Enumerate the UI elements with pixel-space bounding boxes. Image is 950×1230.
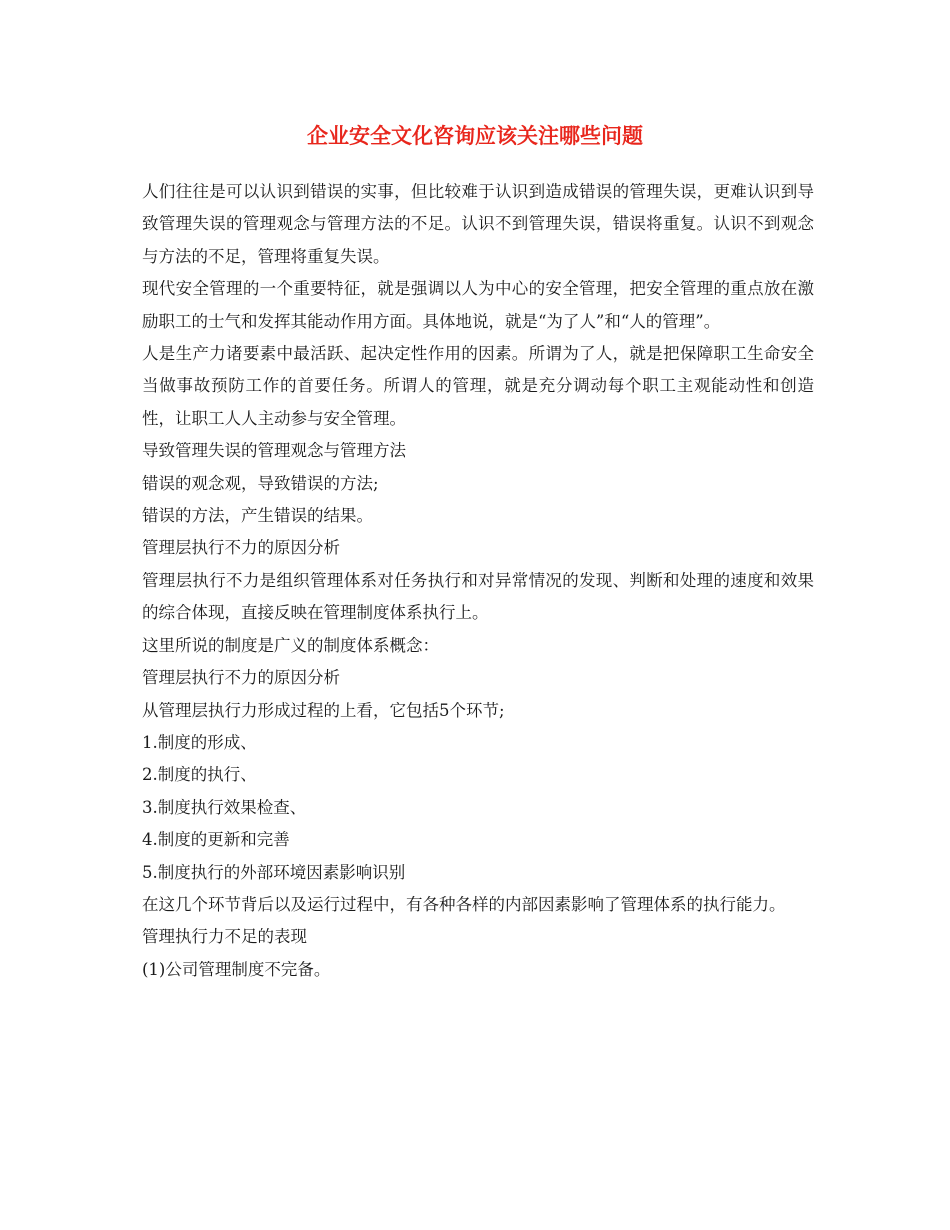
list-item: 3.制度执行效果检查、 bbox=[142, 797, 307, 817]
document-title: 企业安全文化咨询应该关注哪些问题 bbox=[307, 123, 643, 148]
paragraph: 人是生产力诸要素中最活跃、起决定性作用的因素。所谓为了人，就是把保障职工生命安全当做事故预防工作的首要任务。所谓人的管理，就是充分调动每个职工主观能动性和创造性，让职工人人主动参与安全管理。 bbox=[142, 344, 814, 428]
document-body bbox=[142, 176, 814, 986]
paragraph: 在这几个环节背后以及运行过程中，有各种各样的内部因素影响了管理体系的执行能力。 bbox=[142, 894, 786, 914]
list-item: 1.制度的形成、 bbox=[142, 732, 257, 752]
list-item: 2.制度的执行、 bbox=[142, 765, 257, 785]
list-item: (1)公司管理制度不完备。 bbox=[142, 959, 331, 979]
list-item: 4.制度的更新和完善 bbox=[142, 830, 290, 850]
paragraph: 错误的方法，产生错误的结果。 bbox=[142, 506, 373, 526]
paragraph: 管理层执行不力是组织管理体系对任务执行和对异常情况的发现、判断和处理的速度和效果的综合体现，直接反映在管理制度体系执行上。 bbox=[142, 570, 814, 623]
paragraph: 管理层执行不力的原因分析 bbox=[142, 538, 340, 558]
paragraph: 这里所说的制度是广义的制度体系概念： bbox=[142, 635, 439, 655]
paragraph: 错误的观念观，导致错误的方法; bbox=[142, 473, 379, 493]
paragraph: 现代安全管理的一个重要特征，就是强调以人为中心的安全管理，把安全管理的重点放在激励职工的士气和发挥其能动作用方面。具体地说，就是“为了人”和“人的管理”。 bbox=[142, 279, 814, 331]
list-item: 5.制度执行的外部环境因素影响识别 bbox=[142, 862, 406, 882]
paragraph: 从管理层执行力形成过程的上看，它包括5个环节; bbox=[142, 700, 505, 720]
paragraph: 导致管理失误的管理观念与管理方法 bbox=[142, 441, 406, 461]
paragraph: 人们往往是可以认识到错误的实事，但比较难于认识到造成错误的管理失误，更难认识到导致管理失误的管理观念与管理方法的不足。认识不到管理失误，错误将重复。认识不到观念与方法的不足，管理将重复失误。 bbox=[142, 182, 814, 266]
paragraph: 管理执行力不足的表现 bbox=[142, 927, 307, 947]
paragraph: 管理层执行不力的原因分析 bbox=[142, 668, 340, 688]
